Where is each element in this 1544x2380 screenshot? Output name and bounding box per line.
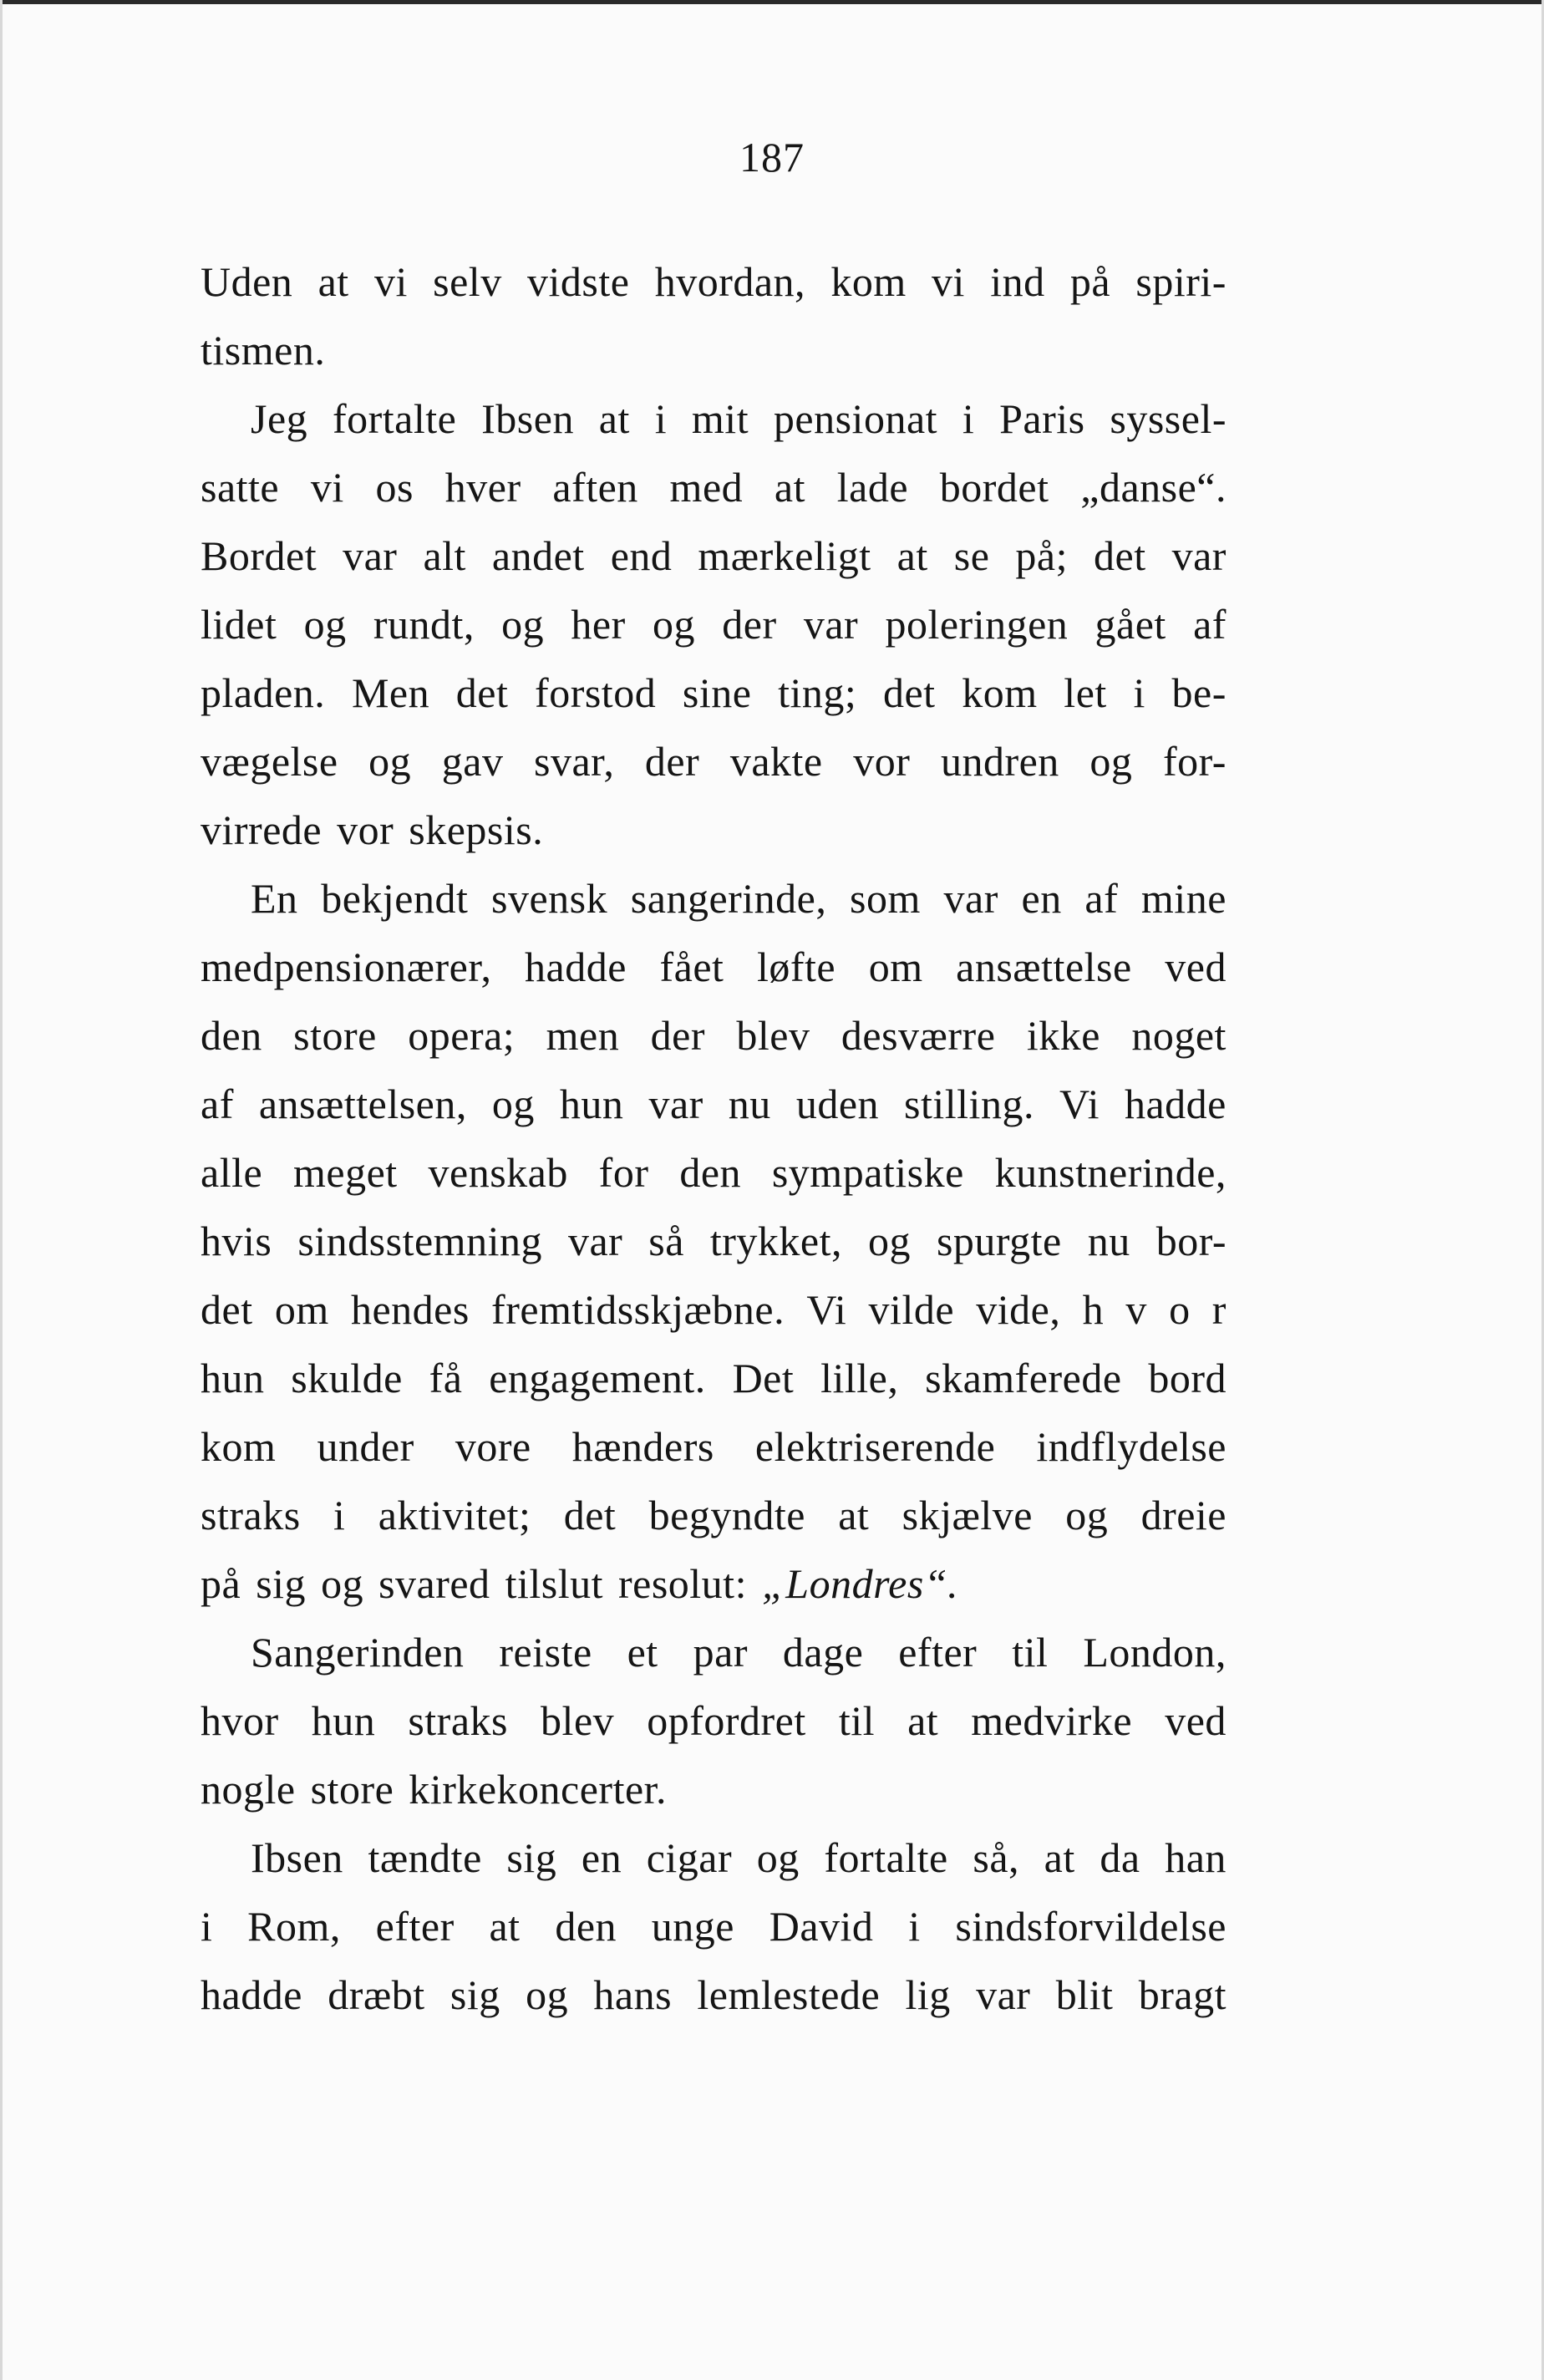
text-line [201,1275,1227,1344]
word: stilling. [904,1081,1034,1127]
word: efter [898,1629,978,1676]
word: hvor [201,1697,279,1744]
word: gået [1095,601,1166,648]
word: meget [293,1149,398,1196]
word: i [908,1903,921,1950]
word: blit [1055,1971,1114,2018]
word: London, [1083,1629,1227,1676]
word: Uden [201,258,293,305]
word: lidet [201,601,277,648]
text-line [201,1481,1227,1549]
word: aktivitet; [378,1492,531,1538]
word: vi [932,258,965,305]
word: kom [962,669,1038,716]
word: af [201,1081,234,1127]
word: gav [441,738,504,785]
word: nu [728,1081,771,1127]
word: vide, [976,1286,1061,1333]
word: virrede [201,806,323,853]
word: det [882,669,936,716]
scan-edge-left [0,0,3,2380]
text-line [201,1823,1227,1892]
text-line [201,590,1227,659]
text-line [201,796,1227,864]
word: ind [990,258,1045,305]
word: sangerinde, [630,875,827,922]
word: og [368,738,412,785]
word: tismen. [201,327,326,374]
word: lemlestede [697,1971,881,2018]
page-number: 187 [739,134,805,181]
word: nogle [201,1766,296,1813]
word: han [1165,1834,1227,1881]
word: og [526,1971,569,2018]
text-line [201,1549,1227,1618]
word: ved [1165,943,1227,990]
word: tilslut [505,1560,603,1607]
word: skulde [291,1355,403,1401]
word: var [648,1081,703,1127]
word: o [1169,1286,1191,1333]
word: noget [1131,1012,1227,1059]
word: og [303,601,347,648]
word: „Londres“. [761,1560,959,1607]
word: end [610,532,673,579]
text-line [201,1412,1227,1481]
word: ansættelse [956,943,1132,990]
word: på [201,1560,241,1607]
text-line [201,1686,1227,1755]
text-line [201,1001,1227,1070]
word: par [693,1629,748,1676]
word: i [333,1492,346,1538]
word: hvordan, [654,258,806,305]
word: poleringen [885,601,1069,648]
word: for [598,1149,649,1196]
text-line [201,384,1227,453]
word: den [201,1012,262,1059]
word: så [648,1218,684,1264]
text-line [201,659,1227,727]
word: alt [423,532,466,579]
word: var [1171,532,1227,579]
word: at [774,464,805,511]
word: lade [836,464,909,511]
word: til [838,1697,876,1744]
word: dage [782,1629,864,1676]
word: syssel- [1110,395,1227,442]
word: vægelse [201,738,338,785]
text-line [201,1070,1227,1138]
word: ansættelsen, [258,1081,467,1127]
word: dreie [1140,1492,1227,1538]
word: vor [853,738,911,785]
word: bordet [939,464,1049,511]
word: var [567,1218,623,1264]
word: reiste [499,1629,592,1676]
word: hadde [201,1971,302,2018]
word: Ibsen [481,395,574,442]
word: og [1065,1492,1109,1538]
word: hun [559,1081,624,1127]
word: vilde [868,1286,955,1333]
word: hadde [1124,1081,1227,1127]
word: bekjendt [321,875,469,922]
word: cigar [646,1834,733,1881]
word: be- [1171,669,1227,716]
word: pladen. [201,669,326,716]
word: En [251,875,298,922]
word: en [581,1834,622,1881]
word: var [976,1971,1031,2018]
word: Rom, [247,1903,341,1950]
word: og [867,1218,911,1264]
word: vakte [729,738,823,785]
word: sympatiske [771,1149,964,1196]
word: skjælve [902,1492,1033,1538]
word: vor [337,806,394,853]
word: lille, [820,1355,899,1401]
word: Jeg [251,395,308,442]
word: af [1084,875,1119,922]
word: hadde [525,943,627,990]
word: resolut: [617,1560,747,1607]
text-line [201,1618,1227,1686]
word: fortalte [824,1834,948,1881]
text-line [201,453,1227,521]
word: for- [1162,738,1227,785]
word: hun [201,1355,265,1401]
word: at [838,1492,870,1538]
word: ved [1165,1697,1227,1744]
word: og [491,1081,535,1127]
word: hver [444,464,521,511]
word: dræbt [328,1971,425,2018]
word: opfordret [647,1697,806,1744]
word: opera; [408,1012,516,1059]
word: fremtidsskjæbne. [491,1286,785,1333]
word: store [293,1012,377,1059]
text-line [201,316,1227,384]
body-text [201,247,1227,2029]
word: der [722,601,777,648]
word: og [501,601,545,648]
text-line [201,933,1227,1001]
word: og [321,1560,364,1607]
word: i [1133,669,1145,716]
word: hun [311,1697,376,1744]
word: vidste [526,258,630,305]
word: hans [593,1971,673,2018]
word: andet [491,532,585,579]
word: rundt, [373,601,475,648]
word: her [571,601,626,648]
word: selv [433,258,502,305]
word: vore [455,1423,531,1470]
word: og [756,1834,800,1881]
word: mit [691,395,749,442]
word: hænders [571,1423,714,1470]
word: Det [732,1355,795,1401]
word: spurgte [936,1218,1062,1264]
word: ikke [1026,1012,1100,1059]
word: Bordet [201,532,317,579]
word: at [1044,1834,1075,1881]
word: var [803,601,859,648]
word: nu [1087,1218,1130,1264]
text-line [201,864,1227,933]
word: at [489,1903,521,1950]
word: blev [736,1012,810,1059]
word: sindsstemning [297,1218,542,1264]
word: undren [940,738,1059,785]
word: let [1064,669,1107,716]
text-line [201,521,1227,590]
word: på [1069,258,1111,305]
word: at [907,1697,939,1744]
word: fået [659,943,724,990]
text-line [201,1207,1227,1275]
word: bragt [1138,1971,1227,2018]
word: mærkeligt [698,532,871,579]
word: bor- [1155,1218,1227,1264]
word: aften [552,464,638,511]
text-line [201,1960,1227,2029]
word: desværre [841,1012,996,1059]
word: Paris [999,395,1085,442]
word: kom [830,258,907,305]
word: men [546,1012,620,1059]
word: skamferede [925,1355,1122,1401]
word: Vi [1059,1081,1100,1127]
word: h [1082,1286,1105,1333]
word: det [563,1492,617,1538]
word: om [868,943,923,990]
word: blev [541,1697,615,1744]
word: af [1193,601,1227,648]
word: indflydelse [1036,1423,1227,1470]
word: hvis [201,1218,272,1264]
word: os [375,464,414,511]
word: til [1012,1629,1049,1676]
word: medpensionærer, [201,943,492,990]
word: engagement. [489,1355,706,1401]
text-line [201,727,1227,796]
word: uden [795,1081,880,1127]
word: bord [1148,1355,1227,1401]
word: v [1125,1286,1147,1333]
word: løfte [756,943,836,990]
word: spiri- [1135,258,1227,305]
word: mine [1140,875,1227,922]
word: hendes [350,1286,470,1333]
word: Vi [806,1286,847,1333]
word: og [653,601,696,648]
word: var [943,875,998,922]
text-line [201,1344,1227,1412]
word: i [654,395,668,442]
word: store [310,1766,394,1813]
word: der [650,1012,705,1059]
word: om [274,1286,329,1333]
word: den [679,1149,742,1196]
word: unge [651,1903,734,1950]
word: Ibsen [251,1834,343,1881]
word: at [598,395,630,442]
word: Men [351,669,430,716]
word: under [317,1423,414,1470]
word: David [769,1903,874,1950]
word: sig [449,1971,500,2018]
word: r [1211,1286,1227,1333]
word: kom [201,1423,277,1470]
word: og [1089,738,1133,785]
word: pensionat [773,395,938,442]
word: sig [506,1834,557,1881]
word: lig [905,1971,951,2018]
word: det [1094,532,1146,579]
word: i [962,395,975,442]
word: svared [378,1560,490,1607]
word: ting; [778,669,857,716]
word: straks [408,1697,508,1744]
word: der [644,738,700,785]
word: den [555,1903,617,1950]
word: venskab [428,1149,568,1196]
word: det [455,669,509,716]
text-line [201,247,1227,316]
word: fortalte [332,395,457,442]
word: tændte [368,1834,482,1881]
word: at [896,532,928,579]
word: Sangerinden [251,1629,465,1676]
word: skepsis. [409,806,544,853]
word: så, [973,1834,1020,1881]
word: medvirke [971,1697,1133,1744]
word: sindsforvildelse [955,1903,1227,1950]
word: forstod [535,669,657,716]
text-line [201,1892,1227,1960]
word: sig [256,1560,307,1607]
word: som [850,875,921,922]
word: at [317,258,349,305]
text-line [201,1138,1227,1207]
word: trykket, [709,1218,843,1264]
word: se [953,532,990,579]
word: det [201,1286,253,1333]
word: var [343,532,398,579]
scan-edge-top [0,0,1544,4]
word: straks [201,1492,301,1538]
word: vi [310,464,344,511]
word: i [201,1903,213,1950]
word: sine [682,669,752,716]
word: satte [201,464,280,511]
word: svar, [534,738,615,785]
word: efter [375,1903,455,1950]
word: svensk [491,875,608,922]
word: på; [1015,532,1069,579]
word: kirkekoncerter. [409,1766,668,1813]
word: begyndte [648,1492,805,1538]
text-line [201,1755,1227,1823]
word: med [669,464,744,511]
word: elektriserende [754,1423,996,1470]
word: få [429,1355,463,1401]
word: da [1100,1834,1140,1881]
word: et [627,1629,658,1676]
word: alle [201,1149,263,1196]
word: kunstnerinde, [994,1149,1227,1196]
word: „danse“. [1080,464,1227,511]
word: vi [373,258,408,305]
word: en [1021,875,1062,922]
